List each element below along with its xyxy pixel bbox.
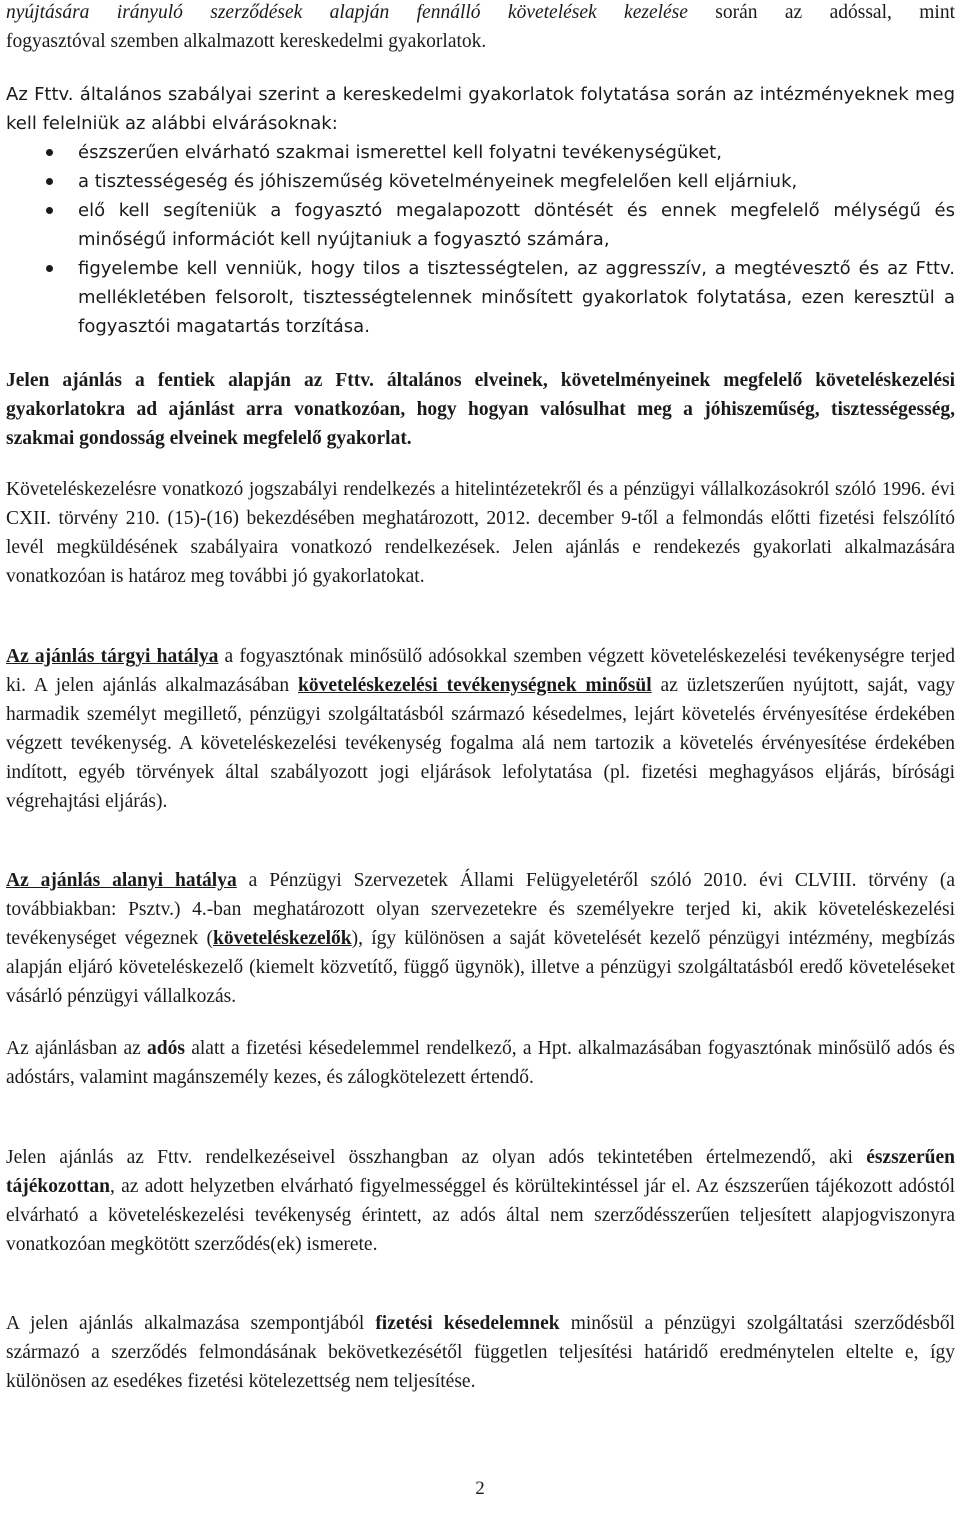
payment-delay-text: A jelen ajánlás alkalmazása szempontjából bbox=[6, 1313, 376, 1334]
material-scope-paragraph bbox=[6, 642, 955, 816]
bullet-text: figyelembe kell venniük, hogy tilos a tisztességtelen, az aggresszív, a megtévesztő és az Fttv. mellékletében felsorolt, tisztességtelennek minősített gyakorlatok folytatása, ezen keresztül a fogyasztói magatartás torzítása. bbox=[78, 258, 955, 337]
bullet-item bbox=[6, 138, 955, 167]
material-scope-heading: Az ajánlás tárgyi hatálya bbox=[6, 646, 219, 667]
personal-scope-text: a Pénzügyi Szervezetek Állami Felügyeletéről szóló 2010. évi CLVIII. törvény (a továbbiakban: Psztv.) 4.-ban meghatározott olyan szervezetekre és személyekre terjed ki, akik követeléskezelési tevékenységet végeznek ( bbox=[6, 870, 955, 949]
bullet-text: észszerűen elvárható szakmai ismerettel kell folyatni tevékenységüket, bbox=[78, 142, 722, 163]
legal-paragraph: Követeléskezelésre vonatkozó jogszabályi rendelkezés a hitelintézetekről és a pénzügyi vállalkozásokról szóló 1996. évi CXII. törvény 210. (15)-(16) bekezdésében meghatározott, 2012. december 9-től a felmondás előtti fizetési felszólító levél megküldésének szabályaira vonatkozó rendelkezések. Jelen ajánlás e rendekezés gyakorlati alkalmazására vonatkozóan is határoz meg további jó gyakorlatokat. bbox=[6, 479, 955, 587]
informed-term: észszerűen tájékozottan bbox=[6, 1147, 955, 1197]
debtor-term: adós bbox=[147, 1038, 185, 1059]
bullet-dot-icon bbox=[46, 178, 53, 185]
fttv-section bbox=[6, 80, 955, 341]
bullet-text: a tisztességeség és jóhiszeműség követelményeinek megfelelően kell eljárniuk, bbox=[78, 171, 798, 192]
personal-scope-term: követeléskezelők bbox=[213, 928, 352, 949]
personal-scope-paragraph bbox=[6, 866, 955, 1011]
intro-line-1 bbox=[6, 0, 955, 27]
debtor-paragraph bbox=[6, 1034, 955, 1092]
intro-paragraph bbox=[6, 0, 955, 56]
bullet-dot-icon bbox=[46, 265, 53, 272]
payment-delay-term: fizetési késedelemnek bbox=[375, 1313, 560, 1334]
intro-line1-rest: során az adóssal, mint bbox=[687, 2, 955, 23]
informed-text: Jelen ajánlás az Fttv. rendelkezéseivel összhangban az olyan adós tekintetében értelmezendő, aki bbox=[6, 1147, 867, 1168]
material-scope-text: az üzletszerűen nyújtott, saját, vagy harmadik személyt megillető, pénzügyi szolgáltatásból származó késedelmes, lejárt követelés érvényesítése érdekében végzett tevékenység. A követeléskezelési tevékenység fogalma alá nem tartozik a követelés érvényesítése érdekében indított, egyéb törvények által szabályozott jogi eljárások lefolytatása (pl. fizetési meghagyásos eljárás, bírósági végrehajtási eljárás). bbox=[6, 675, 955, 812]
fttv-bullet-list bbox=[6, 138, 955, 341]
informed-paragraph bbox=[6, 1143, 955, 1259]
bullet-dot-icon bbox=[46, 207, 53, 214]
material-scope-text: a fogyasztónak minősülő adósokkal szemben végzett követeléskezelési tevékenységre terjed ki. A jelen ajánlás alkalmazásában bbox=[6, 646, 955, 696]
bullet-dot-icon bbox=[46, 149, 53, 156]
bold-statement: Jelen ajánlás a fentiek alapján az Fttv. általános elveinek, követelményeinek megfelelő követeléskezelési gyakorlatokra ad ajánlást arra vonatkozóan, hogy hogyan valósulhat meg a jóhiszeműség, tisztességesség, szakmai gondosság elveinek megfelelő gyakorlat. bbox=[6, 370, 955, 449]
debtor-text: alatt a fizetési késedelemmel rendelkező, a Hpt. alkalmazásában fogyasztónak minősülő adós és adóstárs, valamint magánszemély kezes, és zálogkötelezett értendő. bbox=[6, 1038, 955, 1088]
informed-text: , az adott helyzetben elvárható figyelmességgel és körültekintéssel jár el. Az észszerűen tájékozott adóstól elvárható a követeléskezelési tevékenység érintett, az adós által nem szerződésszerűen teljesített alapjogviszonyra vonatkozóan megkötött szerződés(ek) ismerete. bbox=[6, 1176, 955, 1255]
page-number: 2 bbox=[475, 1478, 485, 1499]
intro-line-2: fogyasztóval szemben alkalmazott kereskedelmi gyakorlatok. bbox=[6, 31, 487, 52]
intro-italic-text: nyújtására irányuló szerződések alapján fennálló követelések kezelése bbox=[6, 2, 688, 23]
fttv-lead: Az Fttv. általános szabályai szerint a kereskedelmi gyakorlatok folytatása során az intézményeknek meg kell felelniük az alábbi elvárásoknak: bbox=[6, 84, 955, 134]
payment-delay-text: minősül a pénzügyi szolgáltatási szerződésből származó a szerződés felmondásának bekövetkezésétől független teljesítési határidő eredménytelen eltelte e, így különösen az esedékes fizetési kötelezettség nem teljesítése. bbox=[6, 1313, 955, 1392]
bullet-item bbox=[6, 196, 955, 254]
bullet-item bbox=[6, 254, 955, 341]
material-scope-term: követeléskezelési tevékenységnek minősül bbox=[298, 675, 652, 696]
personal-scope-heading: Az ajánlás alanyi hatálya bbox=[6, 870, 237, 891]
debtor-text: Az ajánlásban az bbox=[6, 1038, 148, 1059]
payment-delay-paragraph bbox=[6, 1309, 955, 1396]
bullet-item bbox=[6, 167, 955, 196]
bullet-text: elő kell segíteniük a fogyasztó megalapozott döntését és ennek megfelelő mélységű és minőségű információt kell nyújtaniuk a fogyasztó számára, bbox=[78, 200, 955, 250]
personal-scope-text: ), így különösen a saját követelését kezelő pénzügyi intézmény, megbízás alapján eljáró követeléskezelő (kiemelt közvetítő, függő ügynök), illetve a pénzügyi szolgáltatásból eredő követeléseket vásárló pénzügyi vállalkozás. bbox=[6, 928, 955, 1007]
